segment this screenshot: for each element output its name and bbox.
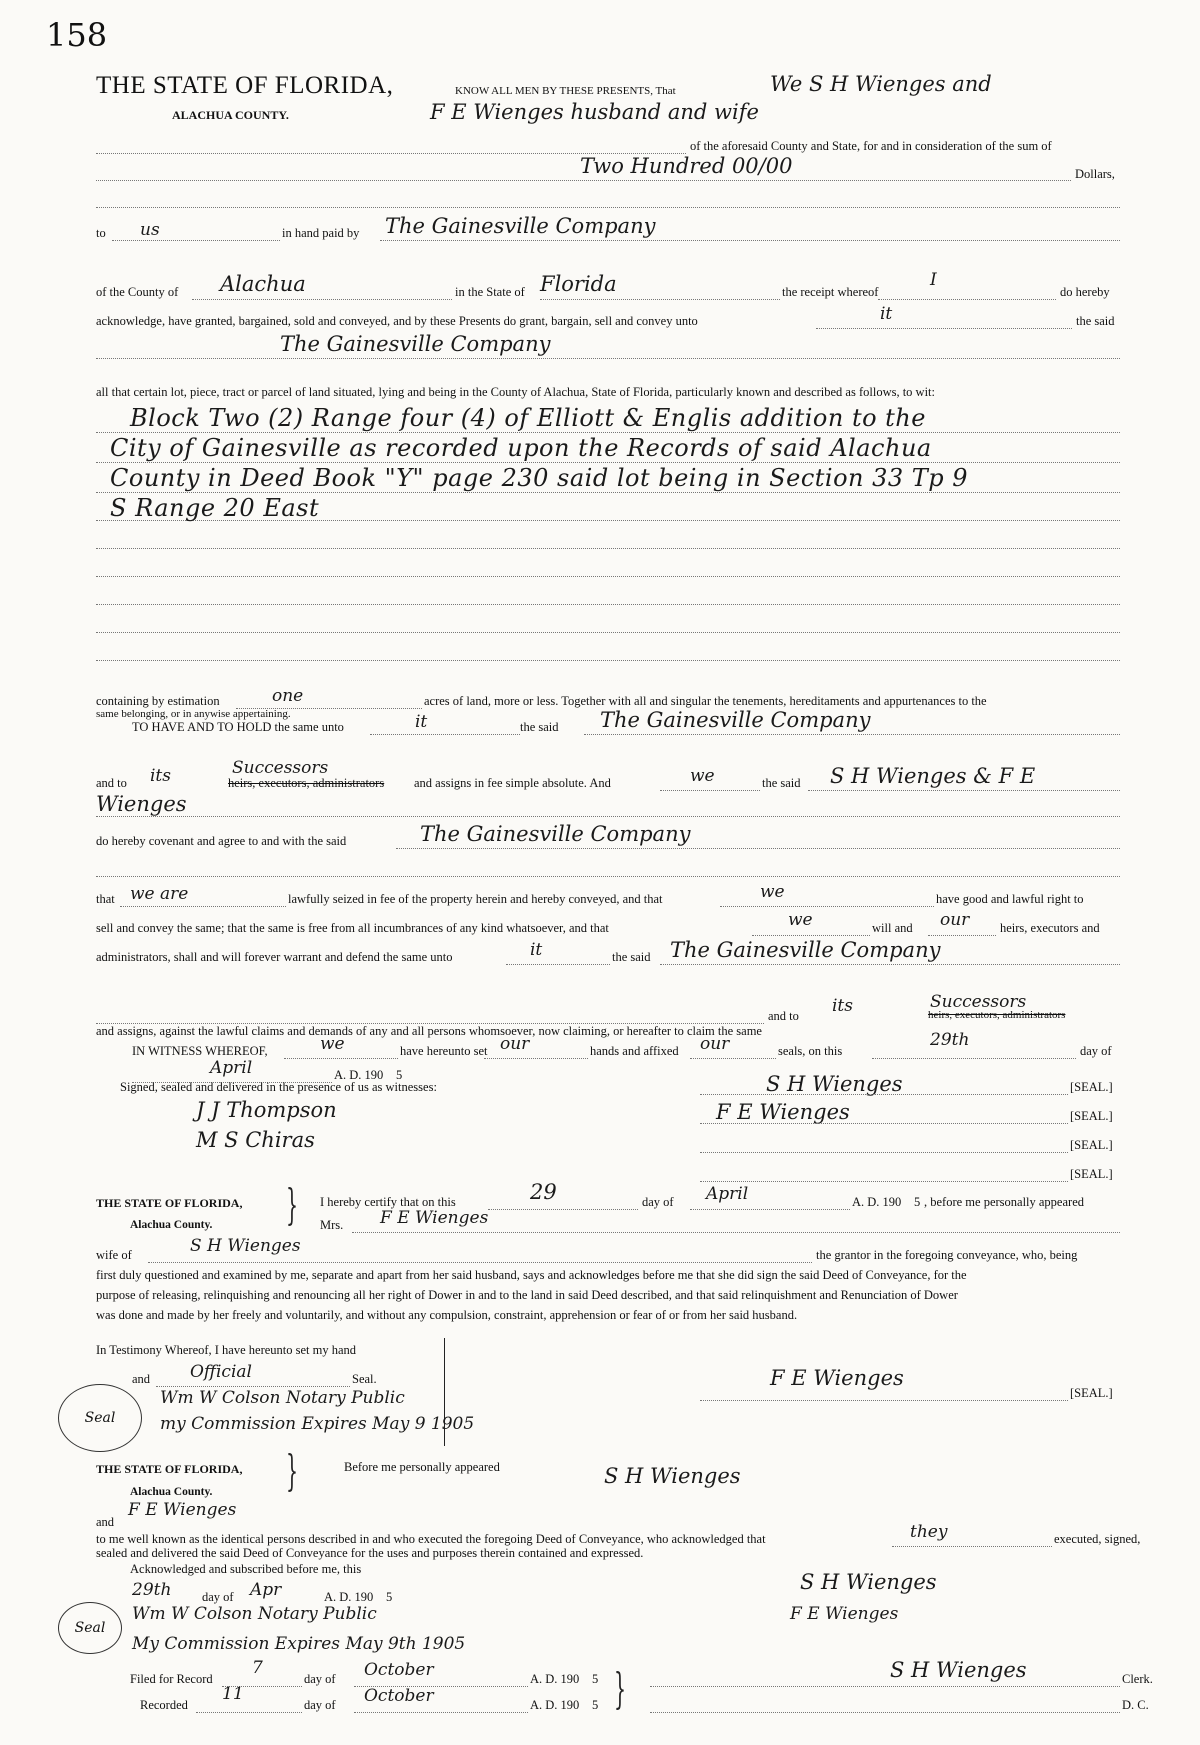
dotted-line bbox=[120, 906, 286, 907]
dotted-line bbox=[112, 240, 280, 241]
dotted-line bbox=[96, 576, 1120, 577]
county-of-label: of the County of bbox=[96, 285, 179, 299]
ack-state: THE STATE OF FLORIDA, bbox=[96, 1462, 243, 1476]
filed-label: Filed for Record bbox=[130, 1672, 213, 1686]
rec-month-hw: October bbox=[364, 1686, 434, 1706]
dower-county: Alachua County. bbox=[130, 1219, 213, 1231]
ack-text-1: to me well known as the identical persons described in and who executed the foregoing Deed of Conveyance, who acknowledged that bbox=[96, 1532, 766, 1546]
notary-seal-stamp-2 bbox=[58, 1602, 122, 1654]
have-unto-hw: it bbox=[415, 712, 428, 732]
containing-label: containing by estimation bbox=[96, 694, 220, 708]
ack-year: 5 bbox=[386, 1590, 393, 1604]
dc-label: D. C. bbox=[1122, 1698, 1149, 1712]
dower-state: THE STATE OF FLORIDA, bbox=[96, 1196, 243, 1210]
ack-and-hw: F E Wienges bbox=[128, 1500, 237, 1520]
dotted-line bbox=[484, 1058, 588, 1059]
dotted-line bbox=[96, 432, 1120, 433]
and-to-label-2: and to bbox=[768, 1009, 799, 1023]
and-assigns-text: and assigns, against the lawful claims and demands of any and all persons whomsoever, now claiming, or hereafter to claim the same bbox=[96, 1024, 762, 1038]
assigns-fee: and assigns in fee simple absolute. And bbox=[414, 776, 611, 790]
description-line-3: County in Deed Book "Y" page 230 said lot being in Section 33 Tp 9 bbox=[110, 464, 969, 492]
day-of-label: day of bbox=[1080, 1044, 1112, 1058]
month-hw: April bbox=[210, 1058, 253, 1078]
have-grantee-hw: The Gainesville Company bbox=[600, 708, 871, 732]
dotted-line bbox=[96, 604, 1120, 605]
seals-on-this: seals, on this bbox=[778, 1044, 843, 1058]
dotted-line bbox=[700, 1181, 1068, 1182]
ack-signature-2-hw: F E Wienges bbox=[790, 1604, 899, 1624]
receipt-hw: I bbox=[930, 270, 937, 290]
seal-label-2: [SEAL.] bbox=[1070, 1109, 1113, 1123]
state-heading: THE STATE OF FLORIDA, bbox=[96, 72, 394, 99]
successors-hw: Successors bbox=[232, 758, 329, 778]
the-said-label-2: the said bbox=[520, 720, 559, 734]
dotted-line bbox=[752, 935, 870, 936]
its2-hw: its bbox=[832, 996, 853, 1016]
seized-we-hw: we bbox=[760, 882, 785, 902]
dotted-line bbox=[96, 816, 1120, 817]
the-said-label-4: the said bbox=[612, 950, 651, 964]
state-of-label: in the State of bbox=[455, 285, 525, 299]
acknowledged-label: Acknowledged and subscribed before me, this bbox=[130, 1562, 362, 1576]
know-all-men: KNOW ALL MEN BY THESE PRESENTS, That bbox=[455, 85, 676, 97]
covenantors-hw-2: Wienges bbox=[96, 792, 187, 816]
rec-day-hw: 11 bbox=[222, 1684, 244, 1704]
dotted-line bbox=[700, 1152, 1068, 1153]
successors2-hw: Successors bbox=[930, 992, 1027, 1012]
ack-appeared-hw: S H Wienges bbox=[604, 1464, 741, 1488]
county-hw: Alachua bbox=[220, 272, 306, 296]
dotted-line bbox=[700, 1123, 1068, 1124]
witness1-hw: J J Thompson bbox=[196, 1098, 337, 1122]
grantor-text: the grantor in the foregoing conveyance, who, being bbox=[816, 1248, 1078, 1262]
ack-commission-hw: My Commission Expires May 9th 1905 bbox=[132, 1634, 466, 1654]
mrs-label: Mrs. bbox=[320, 1218, 344, 1232]
grantee-hw: The Gainesville Company bbox=[280, 332, 551, 356]
notary-seal-stamp bbox=[58, 1384, 142, 1452]
ad-label: A. D. 190 bbox=[334, 1068, 384, 1082]
same-belonging: same belonging, or in anywise appertaining. bbox=[96, 708, 291, 720]
we-are-hw: we are bbox=[130, 884, 189, 904]
brace: } bbox=[614, 1664, 627, 1713]
dower-day-of: day of bbox=[642, 1195, 674, 1209]
defend-it-hw: it bbox=[530, 940, 543, 960]
heirs-exec: heirs, executors and bbox=[1000, 921, 1100, 935]
dotted-line bbox=[878, 299, 1056, 300]
husband-hw: S H Wienges bbox=[190, 1236, 301, 1256]
its-hw: its bbox=[150, 766, 171, 786]
covenantors-hw: S H Wienges & F E bbox=[830, 764, 1036, 788]
they-hw: they bbox=[910, 1522, 948, 1542]
dotted-line bbox=[690, 1209, 850, 1210]
seized-text: lawfully seized in fee of the property herein and hereby conveyed, and that bbox=[288, 892, 663, 906]
ack-signature-1-hw: S H Wienges bbox=[800, 1570, 937, 1594]
ack-before-me: Before me personally appeared bbox=[344, 1460, 500, 1474]
rec-year: 5 bbox=[592, 1698, 599, 1712]
filed-month-hw: October bbox=[364, 1660, 434, 1680]
dotted-line bbox=[700, 1400, 1068, 1401]
dotted-line bbox=[584, 734, 1120, 735]
filed-day-of: day of bbox=[304, 1672, 336, 1686]
dotted-line bbox=[96, 358, 1120, 359]
our3-hw: our bbox=[700, 1034, 730, 1054]
certify-text: I hereby certify that on this bbox=[320, 1195, 456, 1209]
amount-hw: Two Hundred 00/00 bbox=[580, 154, 793, 178]
aforesaid-text: of the aforesaid County and State, for and in consideration of the sum of bbox=[690, 139, 1052, 153]
brace: } bbox=[286, 1180, 299, 1229]
day-hw: 29th bbox=[930, 1030, 970, 1050]
dotted-line bbox=[96, 180, 1071, 181]
covenant-text: do hereby covenant and agree to and with the said bbox=[96, 834, 347, 848]
hands-affixed: hands and affixed bbox=[590, 1044, 679, 1058]
ack-text-2: sealed and delivered the said Deed of Conveyance for the uses and purposes therein contained and expressed. bbox=[96, 1546, 644, 1560]
administrators-text: administrators, shall and will forever warrant and defend the same unto bbox=[96, 950, 453, 964]
dower-seal-label: [SEAL.] bbox=[1070, 1386, 1113, 1400]
good-right: have good and lawful right to bbox=[936, 892, 1084, 906]
acres-hw: one bbox=[272, 686, 304, 706]
will-and: will and bbox=[872, 921, 913, 935]
dower-ad: A. D. 190 bbox=[852, 1195, 902, 1209]
acres-text: acres of land, more or less. Together with all and singular the tenements, hereditaments and appurtenances to the bbox=[424, 694, 987, 708]
dotted-line bbox=[156, 1386, 350, 1387]
wife-of-label: wife of bbox=[96, 1248, 132, 1262]
dotted-line bbox=[352, 1232, 1120, 1233]
ack-day-of: day of bbox=[202, 1590, 234, 1604]
ack-and-label: and bbox=[96, 1515, 115, 1529]
dotted-line bbox=[96, 660, 1120, 661]
receipt-label: the receipt whereof bbox=[782, 285, 879, 299]
signed-sealed: Signed, sealed and delivered in the presence of us as witnesses: bbox=[120, 1080, 437, 1094]
rec-ad: A. D. 190 bbox=[530, 1698, 580, 1712]
witness-we-hw: we bbox=[320, 1034, 345, 1054]
dower-signature-hw: F E Wienges bbox=[770, 1366, 904, 1390]
have-hereunto: have hereunto set bbox=[400, 1044, 488, 1058]
dotted-line bbox=[396, 848, 1120, 849]
dotted-line bbox=[506, 964, 610, 965]
hand-paid-label: in hand paid by bbox=[282, 226, 360, 240]
dower-month-hw: April bbox=[706, 1184, 749, 1204]
dotted-line bbox=[96, 876, 1120, 877]
unto-hw: it bbox=[880, 304, 893, 324]
the-said-label: the said bbox=[1076, 314, 1115, 328]
dotted-line bbox=[928, 935, 996, 936]
dotted-line bbox=[96, 207, 1120, 208]
the-said-label-3: the said bbox=[762, 776, 801, 790]
dotted-line bbox=[650, 1712, 1120, 1713]
and-label: and bbox=[132, 1372, 151, 1386]
notary-hw: Wm W Colson Notary Public bbox=[160, 1388, 405, 1408]
dotted-line bbox=[96, 462, 1120, 463]
do-hereby-label: do hereby bbox=[1060, 285, 1110, 299]
all-that-text: all that certain lot, piece, tract or parcel of land situated, lying and being in the County of Alachua, State of Florida, particularly known and described as follows, to wit: bbox=[96, 385, 936, 399]
and-we-hw: we bbox=[690, 766, 715, 786]
dotted-line bbox=[96, 548, 1120, 549]
covenant-grantee-hw: The Gainesville Company bbox=[420, 822, 691, 846]
signature-2-hw: F E Wienges bbox=[716, 1100, 850, 1124]
heirs-struck-2: heirs, executors, administrators bbox=[928, 1009, 1066, 1021]
official-hw: Official bbox=[190, 1362, 252, 1382]
dotted-line bbox=[148, 1262, 812, 1263]
dotted-line bbox=[284, 1058, 398, 1059]
signature-1-hw: S H Wienges bbox=[766, 1072, 903, 1096]
dotted-line bbox=[690, 1058, 776, 1059]
dotted-line bbox=[816, 328, 1072, 329]
heirs-struck: heirs, executors, administrators bbox=[228, 776, 385, 790]
dower-para-2: purpose of releasing, relinquishing and renouncing all her right of Dower in and to the land in said Deed described, and that said relinquishment and Renunciation of Dower bbox=[96, 1288, 958, 1302]
witness2-hw: M S Chiras bbox=[196, 1128, 315, 1152]
sell-convey: sell and convey the same; that the same is free from all incumbrances of any kind whatsoever, and that bbox=[96, 921, 609, 935]
ack-month-hw: Apr bbox=[250, 1580, 282, 1600]
before-me-text: , before me personally appeared bbox=[924, 1195, 1084, 1209]
dotted-line bbox=[808, 790, 1120, 791]
description-line-4: S Range 20 East bbox=[110, 494, 320, 522]
dotted-line bbox=[96, 632, 1120, 633]
to-hw: us bbox=[140, 220, 160, 240]
brace: } bbox=[286, 1446, 299, 1495]
dower-day-hw: 29 bbox=[530, 1180, 557, 1204]
dower-para-3: was done and made by her freely and voluntarily, and without any compulsion, constraint, apprehension or fear of or from her said husband. bbox=[96, 1308, 798, 1322]
and-to-label: and to bbox=[96, 776, 127, 790]
commission-hw: my Commission Expires May 9 1905 bbox=[160, 1414, 475, 1434]
our2-hw: our bbox=[500, 1034, 530, 1054]
clerk-signature-hw: S H Wienges bbox=[890, 1658, 1027, 1682]
dotted-line bbox=[720, 906, 934, 907]
dollars-label: Dollars, bbox=[1075, 167, 1115, 181]
seal-label-4: [SEAL.] bbox=[1070, 1167, 1113, 1181]
dower-year: 5 bbox=[914, 1195, 921, 1209]
page-number: 158 bbox=[46, 16, 108, 54]
ack-day-hw: 29th bbox=[132, 1580, 172, 1600]
ack-county: Alachua County. bbox=[130, 1486, 213, 1498]
stamp-hw-2: Seal bbox=[74, 1620, 106, 1636]
clerk-label: Clerk. bbox=[1122, 1672, 1153, 1686]
dotted-line bbox=[380, 240, 1120, 241]
in-witness-label: IN WITNESS WHEREOF, bbox=[132, 1044, 268, 1058]
dotted-line bbox=[660, 790, 760, 791]
dotted-line bbox=[96, 492, 1120, 493]
year-hw: 5 bbox=[396, 1068, 403, 1082]
executed-label: executed, signed, bbox=[1054, 1532, 1141, 1546]
mrs-hw: F E Wienges bbox=[380, 1208, 489, 1228]
payer-hw: The Gainesville Company bbox=[385, 214, 656, 238]
defend-grantee-hw: The Gainesville Company bbox=[670, 938, 941, 962]
dotted-line bbox=[370, 734, 520, 735]
dotted-line bbox=[196, 1712, 302, 1713]
dower-para-1: first duly questioned and examined by me, separate and apart from her said husband, says and acknowledges before me that she did sign the said Deed of Conveyance, for the bbox=[96, 1268, 967, 1282]
dotted-line bbox=[660, 964, 1120, 965]
dotted-line bbox=[488, 1209, 638, 1210]
seal-label-1: [SEAL.] bbox=[1070, 1080, 1113, 1094]
dotted-line bbox=[872, 1058, 1076, 1059]
stamp-hw: Seal bbox=[84, 1410, 116, 1426]
to-label: to bbox=[96, 226, 106, 240]
filed-year: 5 bbox=[592, 1672, 599, 1686]
seal-word: Seal. bbox=[352, 1372, 377, 1386]
description-line-1: Block Two (2) Range four (4) of Elliott & Englis addition to the bbox=[130, 404, 926, 432]
to-have-label: TO HAVE AND TO HOLD the same unto bbox=[132, 720, 344, 734]
grantors-hw: We S H Wienges and bbox=[770, 72, 992, 96]
our-hw: our bbox=[940, 910, 970, 930]
dotted-line bbox=[540, 299, 780, 300]
dotted-line bbox=[650, 1686, 1120, 1687]
testimony-text: In Testimony Whereof, I have hereunto set my hand bbox=[96, 1343, 357, 1357]
filed-ad: A. D. 190 bbox=[530, 1672, 580, 1686]
ack-ad: A. D. 190 bbox=[324, 1590, 374, 1604]
recorded-label: Recorded bbox=[140, 1698, 188, 1712]
dotted-line bbox=[192, 299, 452, 300]
county-heading: ALACHUA COUNTY. bbox=[172, 108, 289, 122]
seal-label-3: [SEAL.] bbox=[1070, 1138, 1113, 1152]
dotted-line bbox=[892, 1546, 1052, 1547]
dotted-line bbox=[700, 1094, 1068, 1095]
acknowledge-text: acknowledge, have granted, bargained, sold and conveyed, and by these Presents do grant, bargain, sell and convey unto bbox=[96, 314, 698, 328]
filed-day-hw: 7 bbox=[252, 1658, 263, 1678]
dotted-line bbox=[354, 1712, 528, 1713]
grantors-hw-2: F E Wienges husband and wife bbox=[430, 100, 759, 124]
that-label: that bbox=[96, 892, 115, 906]
ack-notary-hw: Wm W Colson Notary Public bbox=[132, 1604, 377, 1624]
state-hw: Florida bbox=[540, 272, 617, 296]
rec-day-of: day of bbox=[304, 1698, 336, 1712]
sell-we-hw: we bbox=[788, 910, 813, 930]
description-line-2: City of Gainesville as recorded upon the Records of said Alachua bbox=[110, 434, 932, 462]
